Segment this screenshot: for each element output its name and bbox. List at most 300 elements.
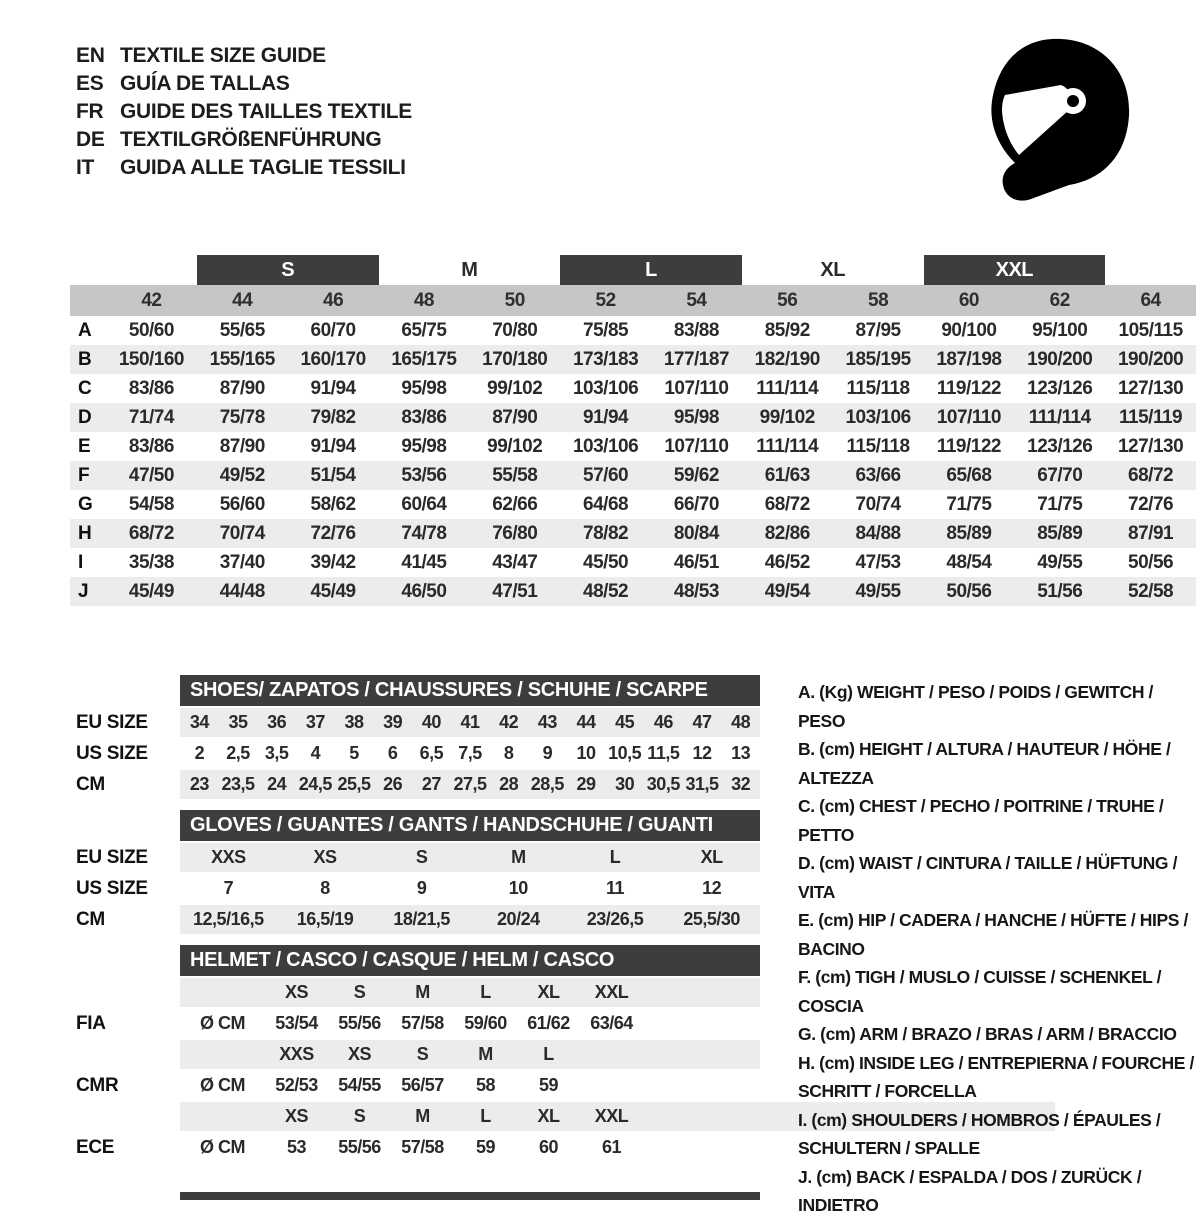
textile-row-c bbox=[70, 374, 1196, 403]
value-band bbox=[180, 1009, 760, 1038]
size-band-s: S bbox=[197, 255, 379, 285]
value-cell: 55/58 bbox=[492, 465, 538, 486]
value-cell: 64/68 bbox=[583, 494, 629, 515]
value-cell: 43 bbox=[537, 712, 557, 732]
value-cell: 82/86 bbox=[764, 523, 810, 544]
textile-row-g bbox=[70, 490, 1196, 519]
textile-row-f bbox=[70, 461, 1196, 490]
numeric-size: 50 bbox=[504, 290, 525, 311]
numeric-size: 48 bbox=[413, 290, 434, 311]
value-cell: 23,5 bbox=[221, 774, 255, 794]
value-cell: 68/72 bbox=[1128, 465, 1174, 486]
value-cell: 58/62 bbox=[310, 494, 356, 515]
textile-row-j bbox=[70, 577, 1196, 606]
value-cell: 30,5 bbox=[646, 774, 680, 794]
value-cell: 57/58 bbox=[401, 1137, 444, 1157]
language-code: DE bbox=[76, 128, 105, 151]
value-cell: 123/126 bbox=[1027, 378, 1093, 399]
value-cell: 35/38 bbox=[128, 552, 174, 573]
value-cell: 67/70 bbox=[1037, 465, 1083, 486]
value-cell: 55/56 bbox=[338, 1137, 381, 1157]
language-title: GUIDE DES TAILLES TEXTILE bbox=[120, 100, 412, 123]
value-cell: 52/53 bbox=[275, 1075, 318, 1095]
value-cell: 115/119 bbox=[1119, 407, 1183, 428]
value-cell: 3,5 bbox=[264, 743, 289, 763]
value-cell: 38 bbox=[344, 712, 364, 732]
table-row bbox=[70, 770, 760, 799]
row-label: EU SIZE bbox=[76, 712, 148, 733]
value-cell: 20/24 bbox=[497, 909, 540, 929]
racing-helmet-icon bbox=[975, 33, 1135, 203]
value-cell: 85/89 bbox=[1037, 523, 1083, 544]
value-cell: 71/74 bbox=[128, 407, 174, 428]
value-cell: XS bbox=[313, 847, 337, 867]
value-cell: 48 bbox=[731, 712, 751, 732]
language-item bbox=[76, 154, 412, 182]
table-header-row bbox=[70, 675, 760, 706]
value-cell: 105/115 bbox=[1118, 320, 1183, 341]
value-cell: 41 bbox=[460, 712, 480, 732]
value-cell: 74/78 bbox=[401, 523, 447, 544]
value-cell: 190/200 bbox=[1027, 349, 1093, 370]
row-letter: H bbox=[78, 523, 92, 544]
textile-table-body bbox=[70, 316, 1196, 606]
value-cell: 47/51 bbox=[492, 581, 538, 602]
value-cell: 170/180 bbox=[482, 349, 548, 370]
table-title: SHOES/ ZAPATOS / CHAUSSURES / SCHUHE / SCARPE bbox=[180, 675, 760, 706]
numeric-size: 56 bbox=[777, 290, 798, 311]
legend-item: E. (cm) HIP / CADERA / HANCHE / HÜFTE / HIPS / BACINO bbox=[798, 910, 1188, 959]
shoes-table bbox=[70, 675, 760, 801]
value-cell: 107/110 bbox=[664, 436, 729, 457]
legend-item: G. (cm) ARM / BRAZO / BRAS / ARM / BRACCIO bbox=[798, 1024, 1177, 1044]
legend-item: D. (cm) WAIST / CINTURA / TAILLE / HÜFTUNG / VITA bbox=[798, 853, 1178, 902]
size-cell: XS bbox=[284, 982, 308, 1002]
value-cell: 127/130 bbox=[1117, 378, 1184, 399]
value-cell: 59 bbox=[538, 1075, 559, 1095]
value-cell: 2 bbox=[194, 743, 205, 763]
numeric-size: 58 bbox=[868, 290, 889, 311]
value-cell: 43/47 bbox=[492, 552, 538, 573]
value-cell: 47/53 bbox=[855, 552, 901, 573]
value-cell: 75/85 bbox=[583, 320, 629, 341]
value-cell: 65/68 bbox=[946, 465, 992, 486]
value-cell: 25,5 bbox=[337, 774, 371, 794]
value-cell: 95/98 bbox=[673, 407, 719, 428]
value-cell: 123/126 bbox=[1027, 436, 1093, 457]
size-cell: S bbox=[416, 1044, 429, 1064]
unit-cell: Ø CM bbox=[200, 1075, 245, 1095]
row-label: US SIZE bbox=[76, 743, 148, 764]
value-cell: 83/86 bbox=[128, 436, 174, 457]
language-title: GUIDA ALLE TAGLIE TESSILI bbox=[120, 156, 406, 179]
value-cell: 47/50 bbox=[128, 465, 174, 486]
size-cell: S bbox=[353, 1106, 366, 1126]
value-cell: 24 bbox=[267, 774, 287, 794]
value-cell: 6,5 bbox=[419, 743, 444, 763]
value-cell: 2,5 bbox=[226, 743, 250, 763]
value-cell: 119/122 bbox=[936, 378, 1001, 399]
language-code: EN bbox=[76, 44, 105, 67]
language-title: GUÍA DE TALLAS bbox=[120, 72, 290, 95]
value-cell: 7 bbox=[223, 878, 234, 898]
value-cell: 70/80 bbox=[492, 320, 538, 341]
value-cell: 46/52 bbox=[764, 552, 810, 573]
row-label-spacer bbox=[70, 1040, 180, 1069]
row-band bbox=[180, 874, 760, 903]
value-cell: 23/26,5 bbox=[586, 909, 644, 929]
value-cell: S bbox=[415, 847, 428, 867]
row-letter: F bbox=[78, 465, 90, 486]
row-label: CM bbox=[76, 774, 105, 795]
value-cell: 150/160 bbox=[118, 349, 184, 370]
value-cell: 79/82 bbox=[310, 407, 356, 428]
size-band bbox=[180, 1040, 760, 1069]
value-cell: 95/100 bbox=[1032, 320, 1088, 341]
value-cell: 8 bbox=[320, 878, 330, 898]
value-cell: 25,5/30 bbox=[683, 909, 740, 929]
size-band-m: M bbox=[461, 259, 478, 281]
numeric-size: 64 bbox=[1140, 290, 1161, 311]
value-cell: 99/102 bbox=[487, 436, 543, 457]
value-cell: 87/90 bbox=[219, 378, 265, 399]
row-label: FIA bbox=[76, 1013, 106, 1034]
size-cell: XXS bbox=[279, 1044, 314, 1064]
value-cell: 44/48 bbox=[219, 581, 265, 602]
language-title: TEXTILE SIZE GUIDE bbox=[120, 44, 326, 67]
value-cell: 12,5/16,5 bbox=[193, 909, 264, 929]
value-cell: 18/21,5 bbox=[393, 909, 450, 929]
numeric-size: 42 bbox=[141, 290, 162, 311]
value-cell: 34 bbox=[189, 712, 209, 732]
value-cell: XL bbox=[700, 847, 723, 867]
numeric-size: 44 bbox=[232, 290, 253, 311]
value-cell: 127/130 bbox=[1117, 436, 1184, 457]
value-cell: 80/84 bbox=[673, 523, 719, 544]
value-cell: 13 bbox=[731, 743, 751, 763]
value-cell: 103/106 bbox=[572, 436, 639, 457]
legend-item: F. (cm) TIGH / MUSLO / CUISSE / SCHENKEL / COSCIA bbox=[798, 967, 1162, 1016]
value-cell: 61/62 bbox=[527, 1013, 570, 1033]
textile-row-a bbox=[70, 316, 1196, 345]
size-cell: M bbox=[478, 1044, 493, 1064]
row-label-spacer bbox=[70, 978, 180, 1007]
value-cell: 30 bbox=[615, 774, 635, 794]
value-cell: 36 bbox=[267, 712, 287, 732]
row-letter: A bbox=[78, 320, 92, 341]
size-band-l: L bbox=[560, 255, 742, 285]
size-band-xxl: XXL bbox=[924, 255, 1106, 285]
value-cell: 70/74 bbox=[219, 523, 265, 544]
numeric-size: 62 bbox=[1049, 290, 1070, 311]
value-cell: 61/63 bbox=[764, 465, 810, 486]
value-cell: 87/95 bbox=[855, 320, 901, 341]
value-cell: 42 bbox=[499, 712, 519, 732]
value-cell: 49/55 bbox=[1037, 552, 1083, 573]
value-cell: 52/58 bbox=[1128, 581, 1174, 602]
value-cell: 84/88 bbox=[855, 523, 901, 544]
value-cell: 48/53 bbox=[673, 581, 719, 602]
row-band bbox=[180, 905, 760, 934]
value-cell: 187/198 bbox=[936, 349, 1002, 370]
legend-item: H. (cm) INSIDE LEG / ENTREPIERNA / FOURCHE / SCHRITT / FORCELLA bbox=[798, 1052, 1194, 1101]
legend-item: A. (Kg) WEIGHT / PESO / POIDS / GEWITCH / PESO bbox=[798, 682, 1153, 731]
language-item bbox=[76, 98, 412, 126]
value-cell: 87/91 bbox=[1128, 523, 1174, 544]
size-cell: XS bbox=[284, 1106, 308, 1126]
textile-row-h bbox=[70, 519, 1196, 548]
value-cell: 78/82 bbox=[583, 523, 629, 544]
size-cell: L bbox=[543, 1044, 554, 1064]
size-cell: S bbox=[353, 982, 366, 1002]
value-cell: XXS bbox=[211, 847, 246, 867]
row-letter: D bbox=[78, 407, 92, 428]
legend-item: J. (cm) BACK / ESPALDA / DOS / ZURÜCK / INDIETRO bbox=[798, 1166, 1142, 1215]
value-cell: 37 bbox=[305, 712, 325, 732]
value-cell: 27 bbox=[421, 774, 441, 794]
value-band bbox=[180, 1071, 760, 1100]
value-cell: 65/75 bbox=[401, 320, 447, 341]
language-code: IT bbox=[76, 156, 95, 179]
legend-item: I. (cm) SHOULDERS / HOMBROS / ÉPAULES / SCHULTERN / SPALLE bbox=[798, 1109, 1161, 1158]
value-cell: 85/92 bbox=[764, 320, 810, 341]
value-cell: 91/94 bbox=[583, 407, 629, 428]
size-cell: M bbox=[415, 982, 430, 1002]
table-row bbox=[70, 739, 760, 768]
size-band-row bbox=[70, 255, 1196, 285]
value-cell: 83/86 bbox=[128, 378, 174, 399]
value-band bbox=[180, 1133, 760, 1162]
language-code: FR bbox=[76, 100, 104, 123]
value-cell: 28 bbox=[499, 774, 519, 794]
value-cell: 50/60 bbox=[128, 320, 174, 341]
value-cell: 8 bbox=[503, 743, 514, 763]
value-cell: 185/195 bbox=[845, 349, 911, 370]
value-cell: 46 bbox=[653, 712, 673, 732]
size-cell: M bbox=[415, 1106, 430, 1126]
value-cell: 87/90 bbox=[492, 407, 538, 428]
value-cell: 58 bbox=[475, 1075, 496, 1095]
value-cell: 59/60 bbox=[464, 1013, 507, 1033]
value-cell: 51/54 bbox=[310, 465, 356, 486]
size-band bbox=[180, 978, 760, 1007]
value-cell: 46/50 bbox=[401, 581, 447, 602]
value-cell: 68/72 bbox=[764, 494, 810, 515]
value-cell: 119/122 bbox=[936, 436, 1001, 457]
row-label: ECE bbox=[76, 1137, 115, 1158]
value-cell: 66/70 bbox=[673, 494, 719, 515]
textile-row-b bbox=[70, 345, 1196, 374]
value-cell: 5 bbox=[349, 743, 359, 763]
size-cell: XS bbox=[347, 1044, 371, 1064]
value-cell: 16,5/19 bbox=[296, 909, 354, 929]
value-cell: 49/55 bbox=[855, 581, 901, 602]
value-cell: 59/62 bbox=[673, 465, 719, 486]
value-cell: 12 bbox=[692, 743, 712, 763]
value-cell: 55/65 bbox=[219, 320, 265, 341]
textile-row-i bbox=[70, 548, 1196, 577]
value-cell: 57/58 bbox=[401, 1013, 444, 1033]
value-cell: 111/114 bbox=[756, 436, 819, 457]
value-cell: 63/64 bbox=[590, 1013, 633, 1033]
value-cell: 45 bbox=[615, 712, 635, 732]
value-cell: 182/190 bbox=[754, 349, 820, 370]
value-cell: 173/183 bbox=[572, 349, 639, 370]
value-cell: 72/76 bbox=[310, 523, 356, 544]
row-letter: C bbox=[78, 378, 92, 399]
value-cell: 160/170 bbox=[300, 349, 366, 370]
value-cell: 27,5 bbox=[453, 774, 487, 794]
numeric-size: 60 bbox=[958, 290, 979, 311]
value-cell: 9 bbox=[416, 878, 427, 898]
value-cell: 50/56 bbox=[946, 581, 992, 602]
value-cell: 46/51 bbox=[673, 552, 719, 573]
value-cell: 90/100 bbox=[941, 320, 997, 341]
value-cell: 41/45 bbox=[401, 552, 447, 573]
value-cell: 40 bbox=[421, 712, 441, 732]
value-cell: M bbox=[511, 847, 526, 867]
value-cell: 4 bbox=[310, 743, 321, 763]
value-cell: 44 bbox=[576, 712, 596, 732]
value-cell: 51/56 bbox=[1037, 581, 1083, 602]
gloves-table bbox=[70, 810, 760, 936]
numeric-size: 54 bbox=[686, 290, 707, 311]
row-band bbox=[180, 739, 760, 768]
numeric-size: 52 bbox=[595, 290, 616, 311]
table-header-row bbox=[70, 810, 760, 841]
value-cell: 63/66 bbox=[855, 465, 901, 486]
value-cell: 85/89 bbox=[946, 523, 992, 544]
table-row bbox=[70, 905, 760, 934]
value-cell: 49/52 bbox=[219, 465, 265, 486]
value-cell: 56/57 bbox=[401, 1075, 444, 1095]
value-cell: 62/66 bbox=[492, 494, 538, 515]
value-cell: 107/110 bbox=[936, 407, 1001, 428]
value-cell: 39 bbox=[383, 712, 403, 732]
table-header-spacer bbox=[70, 810, 180, 841]
value-cell: 87/90 bbox=[219, 436, 265, 457]
value-cell: 177/187 bbox=[663, 349, 729, 370]
value-cell: 49/54 bbox=[764, 581, 810, 602]
value-cell: 50/56 bbox=[1128, 552, 1174, 573]
value-cell: 115/118 bbox=[846, 436, 910, 457]
row-band bbox=[180, 770, 760, 799]
numeric-size-row bbox=[70, 285, 1196, 316]
value-cell: 83/88 bbox=[673, 320, 719, 341]
textile-size-table bbox=[70, 255, 1196, 606]
value-cell: 165/175 bbox=[391, 349, 457, 370]
value-cell: 24,5 bbox=[298, 774, 332, 794]
value-cell: 115/118 bbox=[846, 378, 910, 399]
row-band bbox=[180, 843, 760, 872]
value-cell: 45/50 bbox=[583, 552, 629, 573]
value-cell: 45/49 bbox=[310, 581, 356, 602]
row-label: CM bbox=[76, 909, 105, 930]
numeric-size: 46 bbox=[323, 290, 344, 311]
value-cell: 68/72 bbox=[128, 523, 174, 544]
value-cell: 59 bbox=[475, 1137, 496, 1157]
value-cell: 45/49 bbox=[128, 581, 174, 602]
table-row bbox=[70, 874, 760, 903]
value-cell: 70/74 bbox=[855, 494, 901, 515]
value-cell: 10 bbox=[508, 878, 528, 898]
language-item bbox=[76, 70, 412, 98]
value-cell: 107/110 bbox=[664, 378, 729, 399]
value-cell: 111/114 bbox=[756, 378, 819, 399]
value-cell: 71/75 bbox=[946, 494, 992, 515]
value-cell: 99/102 bbox=[759, 407, 815, 428]
table-title: GLOVES / GUANTES / GANTS / HANDSCHUHE / GUANTI bbox=[180, 810, 760, 841]
value-cell: 26 bbox=[383, 774, 403, 794]
table-row bbox=[70, 843, 760, 872]
row-letter: G bbox=[78, 494, 93, 515]
value-cell: 61 bbox=[601, 1137, 622, 1157]
value-cell: 71/75 bbox=[1037, 494, 1083, 515]
table-header-spacer bbox=[70, 675, 180, 706]
value-cell: 83/86 bbox=[401, 407, 447, 428]
value-cell: 48/52 bbox=[583, 581, 629, 602]
legend-item: B. (cm) HEIGHT / ALTURA / HAUTEUR / HÖHE / ALTEZZA bbox=[798, 739, 1171, 788]
next-section-partial-bar bbox=[180, 1192, 760, 1200]
legend bbox=[798, 678, 1198, 1220]
language-code: ES bbox=[76, 72, 104, 95]
value-cell: 11,5 bbox=[647, 743, 680, 763]
value-cell: 10 bbox=[576, 743, 596, 763]
table-row bbox=[70, 708, 760, 737]
value-cell: 47 bbox=[692, 712, 712, 732]
legend-item: C. (cm) CHEST / PECHO / POITRINE / TRUHE / PETTO bbox=[798, 796, 1164, 845]
value-cell: 37/40 bbox=[219, 552, 265, 573]
value-cell: 60/70 bbox=[310, 320, 356, 341]
value-cell: 53 bbox=[286, 1137, 307, 1157]
size-band-xl: XL bbox=[820, 259, 845, 281]
value-cell: 48/54 bbox=[946, 552, 992, 573]
language-title: TEXTILGRÖßENFÜHRUNG bbox=[120, 128, 382, 151]
value-cell: 35 bbox=[228, 712, 248, 732]
textile-row-d bbox=[70, 403, 1196, 432]
row-letter: I bbox=[78, 552, 83, 573]
value-cell: 75/78 bbox=[219, 407, 265, 428]
value-cell: 39/42 bbox=[310, 552, 356, 573]
value-cell: 91/94 bbox=[310, 436, 356, 457]
value-cell: 54/55 bbox=[338, 1075, 381, 1095]
value-cell: 91/94 bbox=[310, 378, 356, 399]
size-cell: XL bbox=[537, 982, 560, 1002]
value-cell: 111/114 bbox=[1028, 407, 1091, 428]
value-cell: 103/106 bbox=[845, 407, 911, 428]
value-cell: 9 bbox=[542, 743, 553, 763]
row-label: US SIZE bbox=[76, 878, 148, 899]
row-label: EU SIZE bbox=[76, 847, 148, 868]
value-cell: 12 bbox=[702, 878, 722, 898]
table-title: HELMET / CASCO / CASQUE / HELM / CASCO bbox=[180, 945, 760, 976]
value-cell: 53/54 bbox=[275, 1013, 318, 1033]
value-cell: 55/56 bbox=[338, 1013, 381, 1033]
table-header-spacer bbox=[70, 945, 180, 976]
value-cell: 155/165 bbox=[209, 349, 275, 370]
value-cell: 29 bbox=[576, 774, 596, 794]
size-cell: XXL bbox=[594, 1106, 629, 1126]
row-letter: E bbox=[78, 436, 91, 457]
language-item bbox=[76, 42, 412, 70]
value-cell: 95/98 bbox=[401, 378, 447, 399]
row-label: CMR bbox=[76, 1075, 119, 1096]
value-cell: 31,5 bbox=[685, 774, 719, 794]
value-cell: 10,5 bbox=[608, 743, 642, 763]
value-cell: 57/60 bbox=[583, 465, 629, 486]
row-letter: B bbox=[78, 349, 92, 370]
value-cell: 23 bbox=[189, 774, 209, 794]
